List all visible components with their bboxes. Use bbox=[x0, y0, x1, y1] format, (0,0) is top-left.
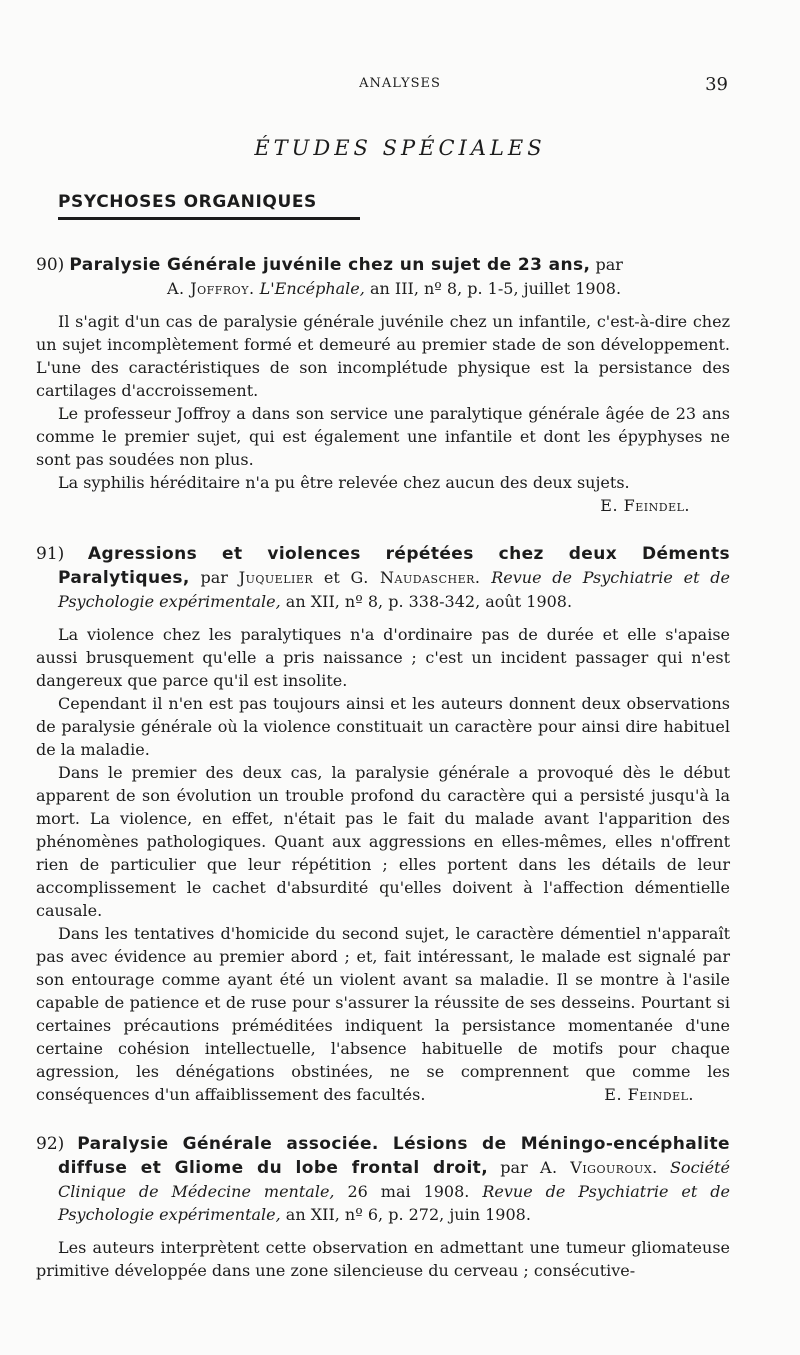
entry-90 bbox=[36, 253, 730, 517]
entry-paragraph-text: Dans les tentatives d'homicide du second sujet, le caractère démentiel n'apparaît pas avec évidence au premier abord ; et, fait intéressant, le malade est signalé par son entourage comme ayant été un violent avant sa maladie. Il se montre à l'asile capable de patience et de ruse pour s'assurer la réussite de ses desseins. Pourtant si certaines précautions préméditées indiquent la persistance momentanée d'une certaine cohésion intellectuelle, l'absence habituelle de motifs pour chaque agression, les dénégations obstinées, ne se comprennent que comme les conséquences d'un affaiblissement des facultés. bbox=[36, 924, 730, 1104]
entry-details: 26 mai 1908. bbox=[347, 1182, 470, 1201]
entry-number: 91) bbox=[36, 544, 65, 564]
entry-et: et bbox=[323, 568, 340, 587]
entry-paragraph: Les auteurs interprètent cette observation en admettant une tumeur gliomateuse primitive développée dans une zone silencieuse du cerveau ; consécutive- bbox=[36, 1238, 730, 1280]
entry-details: an III, nº 8, p. 1-5, juillet 1908. bbox=[369, 279, 622, 298]
entry-paragraph: La syphilis héréditaire n'a pu être relevée chez aucun des deux sujets. bbox=[58, 473, 630, 492]
entry-paragraph: La violence chez les paralytiques n'a d'ordinaire pas de durée et elle s'apaise aussi brusquement qu'elle a pris naissance ; c'est un incident passager qui n'est dangereux que parce qu'il est insolite. bbox=[36, 625, 730, 690]
entry-journal: L'Encéphale, bbox=[259, 279, 365, 298]
entry-90-heading bbox=[36, 253, 730, 300]
entry-par: par bbox=[200, 568, 228, 587]
entry-signature: E. Feindel. bbox=[604, 1085, 694, 1104]
section-title: ÉTUDES SPÉCIALES bbox=[254, 136, 546, 160]
rubric-underline bbox=[58, 217, 360, 220]
entry-details: an XII, nº 8, p. 338-342, août 1908. bbox=[285, 592, 573, 611]
entry-title: Agressions et violences répétées chez deux Déments Paralytiques, bbox=[58, 544, 730, 588]
entry-details: an XII, nº 6, p. 272, juin 1908. bbox=[285, 1205, 531, 1224]
entry-title: Paralysie Générale associée. Lésions de Méningo-encéphalite diffuse et Gliome du lobe frontal droit, bbox=[58, 1134, 730, 1178]
entry-91 bbox=[36, 542, 730, 1106]
entry-paragraph: Il s'agit d'un cas de paralysie générale juvénile chez un infantile, c'est-à-dire chez un sujet incomplètement formé et demeuré au premier stade de son développement. L'une des caractéristiques de son incomplétude physique est la persistance des cartilages d'accroissement. bbox=[36, 312, 730, 400]
entry-title: Paralysie Générale juvénile chez un sujet de 23 ans, bbox=[69, 255, 591, 275]
entry-reference bbox=[58, 277, 730, 300]
entry-journal: Revue de Psychiatrie et de Psychologie expérimentale, bbox=[58, 1182, 730, 1224]
entry-author: Juquelier bbox=[238, 568, 314, 587]
running-header bbox=[0, 74, 800, 94]
entry-paragraph: Dans le premier des deux cas, la paralysie générale a provoqué dès le début apparent de son évolution un trouble profond du caractère qui a persisté jusqu'à la mort. La violence, en effet, n'était pas le fait du malade avant l'apparition des phénomènes pathologiques. Quant aux aggressions en elles-mêmes, elles n'offrent rien de particulier que leur répétition ; elles portent dans les détails de leur accomplissement le cachet d'absurdité qu'elles doivent à l'affection démentielle causale. bbox=[36, 763, 730, 920]
entry-paragraph: Cependant il n'en est pas toujours ainsi et les auteurs donnent deux observations de paralysie générale où la violence constituait un caractère pour ainsi dire habituel de la maladie. bbox=[36, 694, 730, 759]
entry-journal: Société Clinique de Médecine mentale, bbox=[58, 1158, 731, 1201]
rubric-heading bbox=[58, 192, 360, 220]
entry-92-heading bbox=[36, 1132, 730, 1226]
entry-number: 92) bbox=[36, 1134, 65, 1154]
entry-par: par bbox=[500, 1158, 528, 1177]
entry-author: A. Joffroy. bbox=[166, 279, 255, 298]
entry-author: G. Naudascher. bbox=[350, 568, 481, 587]
entry-paragraph bbox=[36, 922, 730, 1106]
entry-paragraph: Le professeur Joffroy a dans son service une paralytique générale âgée de 23 ans comme le premier sujet, qui est également une infantile et dont les épyphyses ne sont pas soudées non plus. bbox=[36, 404, 730, 469]
page-number: 39 bbox=[705, 74, 728, 95]
entry-91-heading bbox=[36, 542, 730, 613]
entry-journal: Revue de Psychiatrie et de Psychologie expérimentale, bbox=[58, 568, 730, 611]
entry-number: 90) bbox=[36, 255, 65, 275]
rubric-label: PSYCHOSES ORGANIQUES bbox=[58, 192, 317, 212]
entry-par: par bbox=[595, 255, 623, 274]
entry-signature: E. Feindel. bbox=[600, 496, 690, 515]
entry-author: A. Vigouroux. bbox=[539, 1158, 658, 1177]
entry-92 bbox=[36, 1132, 730, 1282]
running-title: ANALYSES bbox=[359, 76, 441, 91]
